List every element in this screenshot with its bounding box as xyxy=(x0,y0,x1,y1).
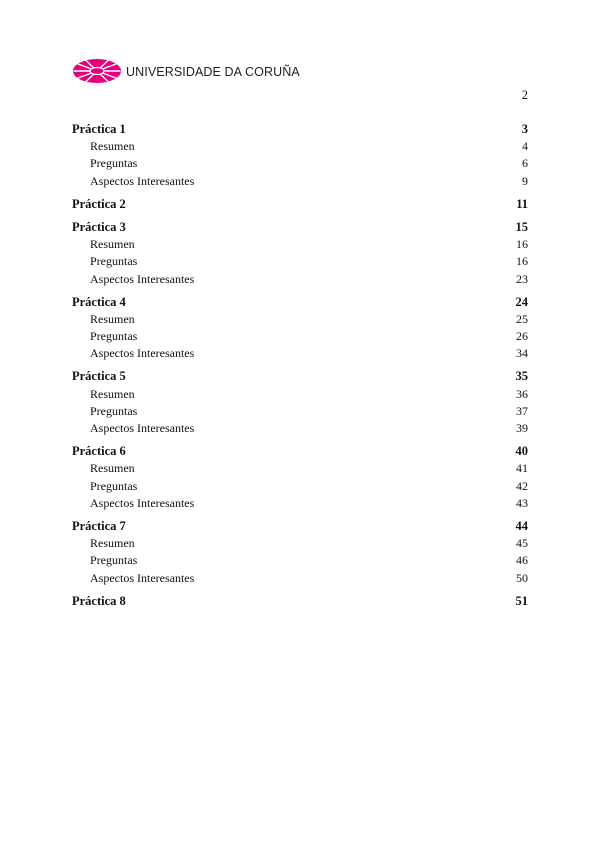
toc-subentry-title: Aspectos Interesantes xyxy=(90,570,195,585)
toc-subentry-title: Preguntas xyxy=(90,156,138,171)
toc-subentry[interactable] xyxy=(72,311,528,328)
toc-subentry-page: 16 xyxy=(516,254,528,269)
toc-subentry-page: 37 xyxy=(516,403,528,418)
toc-subentry[interactable] xyxy=(72,253,528,270)
toc-entry-page: 3 xyxy=(521,122,528,136)
toc-subentry-title: Resumen xyxy=(90,237,135,252)
toc-subentry[interactable] xyxy=(72,420,528,437)
toc-subentry[interactable] xyxy=(72,535,528,552)
toc-subentry-page: 36 xyxy=(516,386,528,401)
university-name: UNIVERSIDADE DA CORUÑA xyxy=(126,64,300,79)
toc-entry[interactable] xyxy=(72,219,528,236)
toc-subentry-title: Preguntas xyxy=(90,403,138,418)
toc-subentry-page: 45 xyxy=(516,536,528,551)
toc-subentry-page: 41 xyxy=(516,461,528,476)
toc-subentry-page: 25 xyxy=(516,311,528,326)
toc-subentry[interactable] xyxy=(72,552,528,569)
toc-subentry[interactable] xyxy=(72,403,528,420)
toc-chapter xyxy=(72,443,528,512)
toc-subentry[interactable] xyxy=(72,236,528,253)
toc-subentry[interactable] xyxy=(72,495,528,512)
toc-entry[interactable] xyxy=(72,294,528,311)
toc-subentry[interactable] xyxy=(72,460,528,477)
toc-entry-title: Práctica 3 xyxy=(72,219,126,234)
toc-subentry-title: Resumen xyxy=(90,139,135,154)
toc-subentry[interactable] xyxy=(72,478,528,495)
toc-subentry-page: 34 xyxy=(516,346,528,361)
toc-subentry[interactable] xyxy=(72,345,528,362)
toc-entry-page: 40 xyxy=(515,444,528,459)
toc-subentry-page: 39 xyxy=(516,421,528,435)
toc-subentry-title: Aspectos Interesantes xyxy=(90,495,195,510)
toc-entry-title: Práctica 8 xyxy=(72,593,126,608)
toc-entry[interactable] xyxy=(72,121,528,138)
toc-entry[interactable] xyxy=(72,196,528,213)
toc-subentry-page: 23 xyxy=(516,271,528,286)
toc-subentry[interactable] xyxy=(72,570,528,587)
toc-subentry-title: Aspectos Interesantes xyxy=(90,271,195,286)
toc-subentry-title: Resumen xyxy=(90,386,135,401)
toc-entry-page: 24 xyxy=(515,294,528,309)
toc-entry-page: 44 xyxy=(515,518,528,533)
toc-subentry[interactable] xyxy=(72,271,528,288)
toc-subentry-page: 46 xyxy=(516,553,528,568)
toc-subentry[interactable] xyxy=(72,386,528,403)
toc-subentry-title: Preguntas xyxy=(90,254,138,269)
toc-chapter xyxy=(72,121,528,190)
toc-entry-title: Práctica 5 xyxy=(72,369,126,384)
toc-subentry-title: Aspectos Interesantes xyxy=(90,173,195,188)
toc-subentry-title: Preguntas xyxy=(90,553,138,568)
toc-subentry[interactable] xyxy=(72,138,528,155)
toc-subentry-title: Aspectos Interesantes xyxy=(90,346,195,361)
toc-subentry-page: 4 xyxy=(522,139,528,154)
toc-entry-title: Práctica 4 xyxy=(72,294,126,309)
toc-entry-title: Práctica 1 xyxy=(72,122,126,136)
toc-entry-title: Práctica 6 xyxy=(72,444,126,459)
toc-subentry-title: Aspectos Interesantes xyxy=(90,421,195,435)
toc-subentry-title: Preguntas xyxy=(90,478,138,493)
toc-subentry-title: Resumen xyxy=(90,461,135,476)
toc-subentry-page: 6 xyxy=(522,156,528,171)
toc-entry-page: 15 xyxy=(515,219,528,234)
toc-entry-page: 35 xyxy=(515,369,528,384)
table-of-contents xyxy=(72,121,528,616)
toc-subentry[interactable] xyxy=(72,328,528,345)
toc-chapter xyxy=(72,518,528,587)
toc-subentry[interactable] xyxy=(72,173,528,190)
toc-subentry[interactable] xyxy=(72,155,528,172)
toc-subentry-page: 43 xyxy=(516,495,528,510)
toc-subentry-page: 16 xyxy=(516,237,528,252)
page-header xyxy=(72,57,300,85)
toc-entry-page: 11 xyxy=(516,196,528,211)
toc-entry[interactable] xyxy=(72,368,528,385)
university-logo-icon xyxy=(72,58,122,84)
toc-subentry-page: 50 xyxy=(516,570,528,585)
toc-subentry-page: 42 xyxy=(516,478,528,493)
toc-entry[interactable] xyxy=(72,593,528,610)
toc-entry-page: 51 xyxy=(515,593,528,608)
toc-subentry-title: Resumen xyxy=(90,311,135,326)
toc-chapter xyxy=(72,294,528,363)
toc-chapter xyxy=(72,196,528,213)
toc-subentry-title: Resumen xyxy=(90,536,135,551)
toc-chapter xyxy=(72,219,528,288)
toc-entry[interactable] xyxy=(72,518,528,535)
toc-entry-title: Práctica 2 xyxy=(72,196,126,211)
toc-entry[interactable] xyxy=(72,443,528,460)
page-number: 2 xyxy=(521,88,528,102)
toc-entry-title: Práctica 7 xyxy=(72,518,126,533)
toc-subentry-page: 9 xyxy=(522,173,528,188)
toc-subentry-page: 26 xyxy=(516,329,528,344)
toc-subentry-title: Preguntas xyxy=(90,329,138,344)
toc-chapter xyxy=(72,593,528,610)
toc-chapter xyxy=(72,368,528,437)
